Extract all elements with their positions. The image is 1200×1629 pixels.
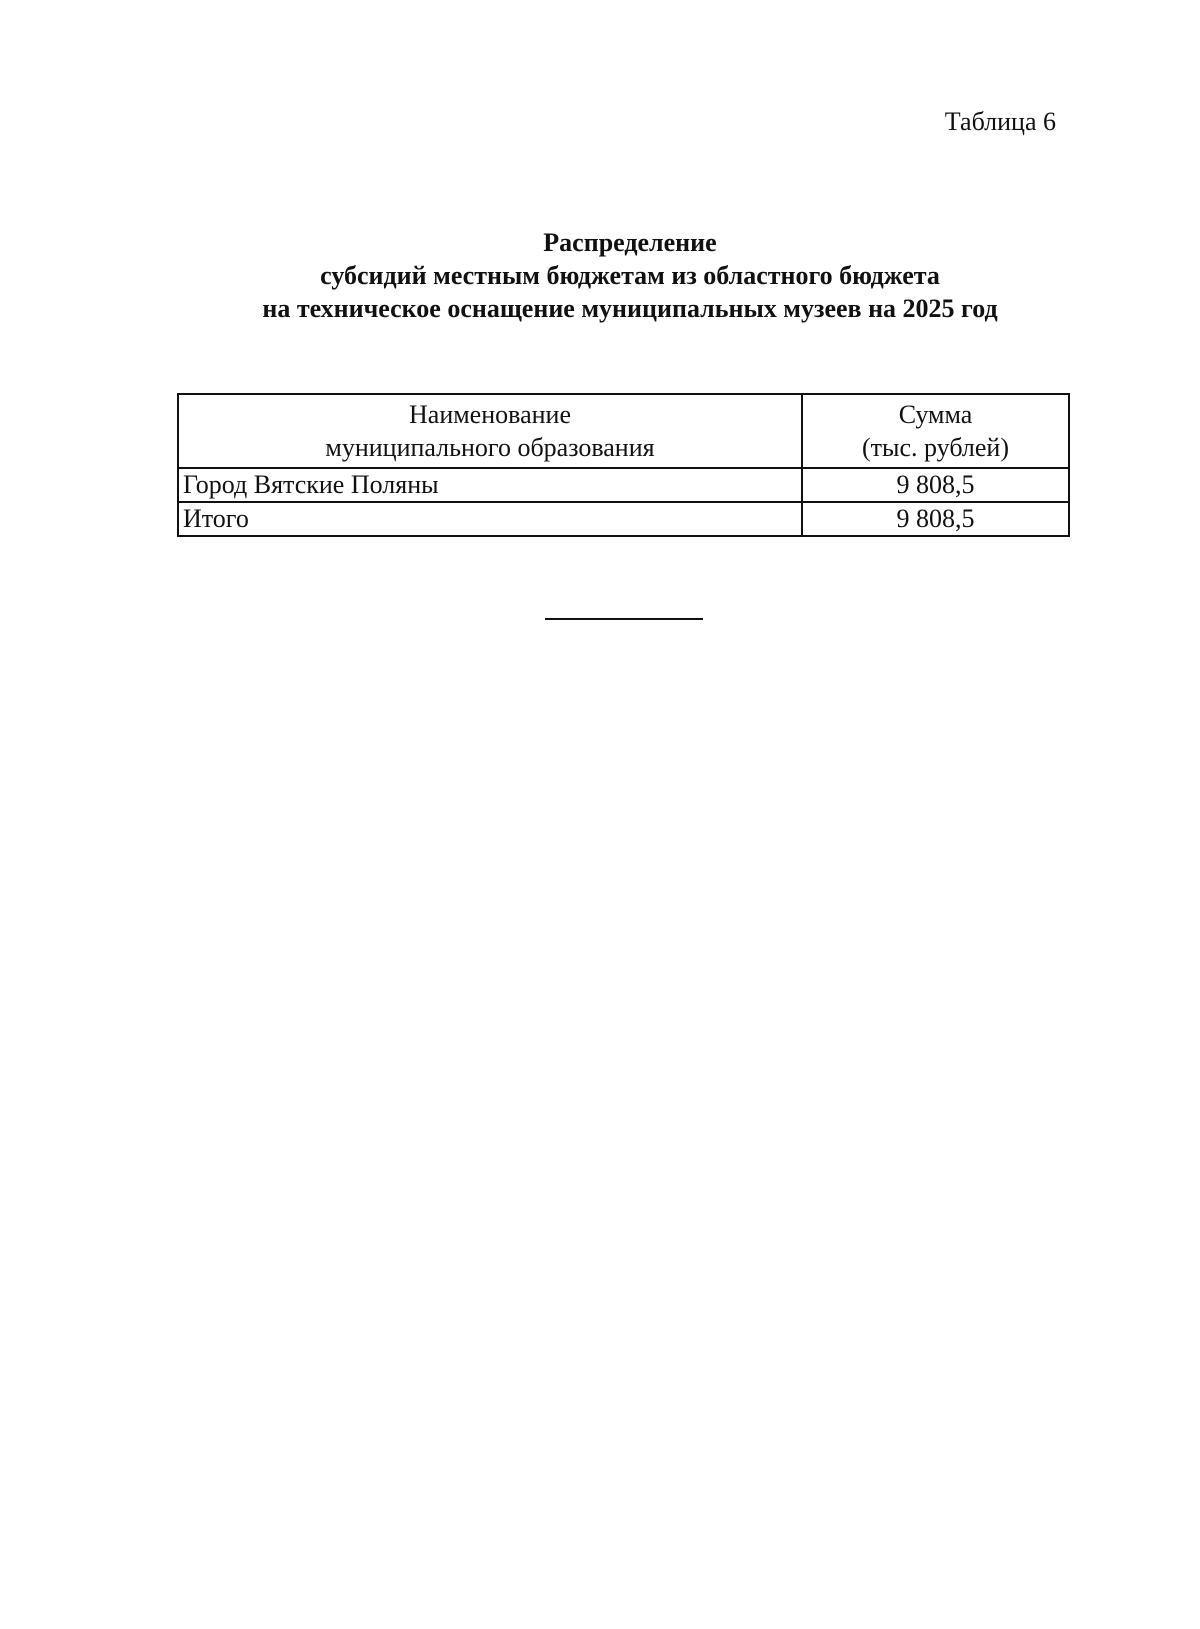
total-amount: 9 808,5 (802, 502, 1069, 536)
title-line-3: на техническое оснащение муниципальных музеев на 2025 год (262, 294, 998, 323)
document-title (0, 226, 1200, 325)
table-number-label: Таблица 6 (944, 107, 1056, 136)
header-municipality-line-2: муниципального образования (325, 433, 655, 462)
end-of-document-rule (545, 618, 703, 620)
header-amount-line-1: Сумма (898, 400, 973, 429)
header-municipality-line-1: Наименование (409, 400, 571, 429)
row-municipality-name: Город Вятские Поляны (178, 468, 802, 502)
total-row (178, 502, 1069, 536)
title-line-2: субсидий местным бюджетам из областного бюджета (320, 261, 940, 290)
header-amount (802, 394, 1069, 468)
subsidy-distribution-table (177, 393, 1070, 537)
total-label: Итого (178, 502, 802, 536)
title-line-1: Распределение (543, 228, 717, 257)
header-amount-line-2: (тыс. рублей) (861, 433, 1009, 462)
table-row (178, 468, 1069, 502)
header-municipality (178, 394, 802, 468)
row-amount: 9 808,5 (802, 468, 1069, 502)
table-header-row (178, 394, 1069, 468)
